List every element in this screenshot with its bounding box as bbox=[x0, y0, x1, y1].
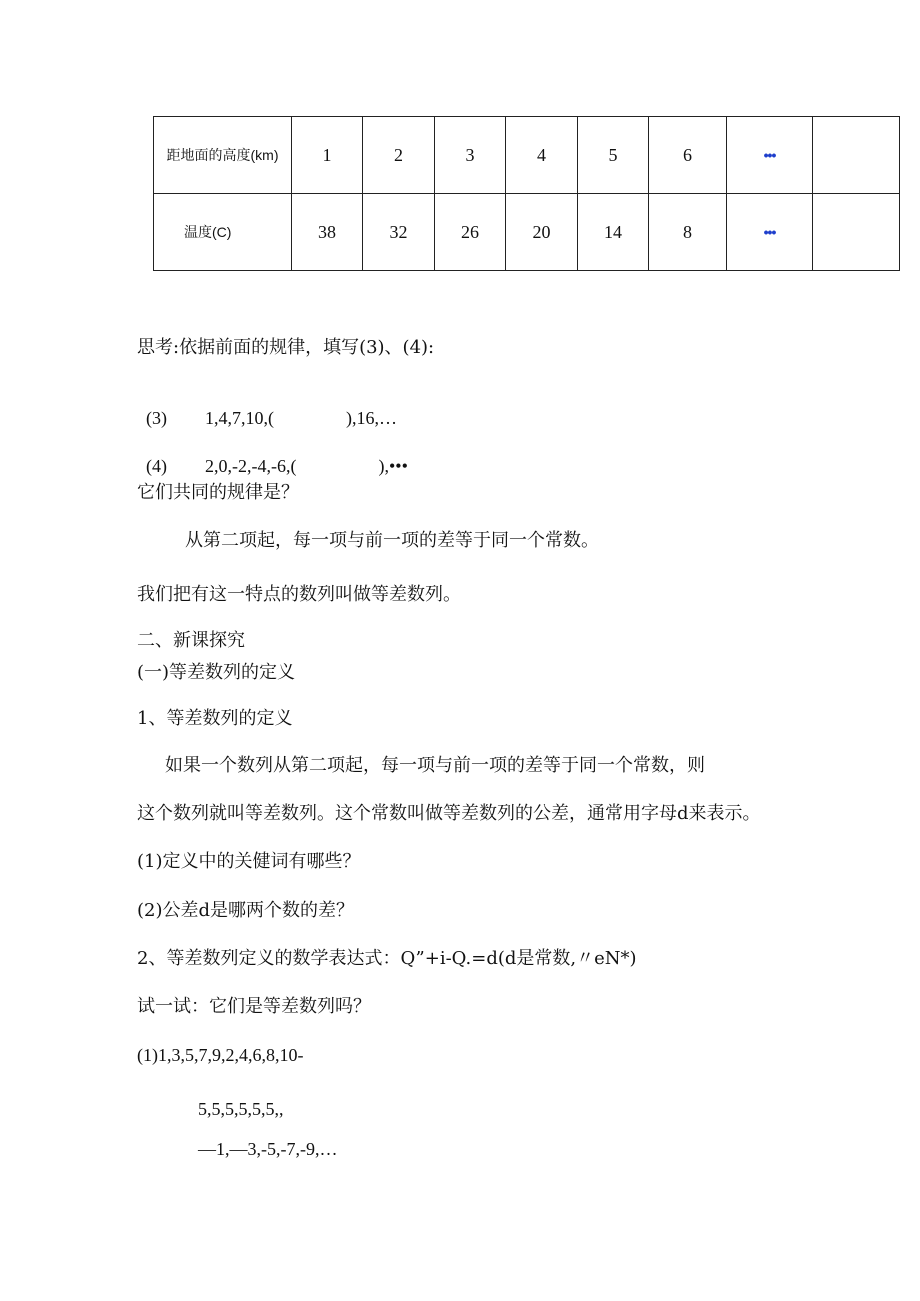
table-cell: 14 bbox=[578, 194, 649, 271]
table-cell: 8 bbox=[649, 194, 727, 271]
table-cell: 3 bbox=[435, 117, 506, 194]
name-definition: 我们把有这一特点的数列叫做等差数列。 bbox=[137, 584, 461, 605]
question-4-end: ),••• bbox=[378, 456, 408, 476]
think-prompt: 思考:依据前面的规律，填写(3)、(4): bbox=[137, 337, 435, 358]
table-cell: 32 bbox=[363, 194, 435, 271]
definition-title: 1、等差数列的定义 bbox=[137, 708, 293, 729]
question-keywords: (1)定义中的关健词有哪些？ bbox=[137, 851, 361, 872]
question-4-label: (4) bbox=[146, 456, 167, 476]
row-header-temperature: 温度(C) bbox=[154, 194, 292, 271]
question-4 bbox=[137, 433, 408, 477]
ellipsis-cell: ••• bbox=[727, 117, 813, 194]
table-row-temperature bbox=[154, 194, 900, 271]
question-3-end: ),16,… bbox=[346, 408, 397, 428]
definition-line-2: 这个数列就叫等差数列。这个常数叫做等差数列的公差，通常用字母d来表示。 bbox=[137, 803, 761, 824]
table-cell: 5 bbox=[578, 117, 649, 194]
table-cell: 6 bbox=[649, 117, 727, 194]
sequence-1: (1)1,3,5,7,9,2,4,6,8,10- bbox=[137, 1045, 304, 1065]
table-cell-empty bbox=[813, 194, 900, 271]
common-rule-answer: 从第二项起，每一项与前一项的差等于同一个常数。 bbox=[185, 530, 599, 551]
ellipsis-cell: ••• bbox=[727, 194, 813, 271]
common-rule-question: 它们共同的规律是？ bbox=[137, 482, 299, 503]
subsection-heading: (一)等差数列的定义 bbox=[137, 662, 296, 683]
table-row-height bbox=[154, 117, 900, 194]
section-heading: 二、新课探究 bbox=[137, 630, 245, 651]
height-temperature-table bbox=[153, 116, 900, 271]
question-3-start: 1,4,7,10,( bbox=[205, 408, 274, 428]
sequence-3: —1,—3,-5,-7,-9,… bbox=[198, 1139, 338, 1159]
row-header-height: 距地面的高度(km) bbox=[154, 117, 292, 194]
table-cell: 1 bbox=[292, 117, 363, 194]
question-3-label: (3) bbox=[146, 408, 167, 428]
question-common-difference: (2)公差d是哪两个数的差？ bbox=[137, 900, 355, 921]
math-expression: 2、等差数列定义的数学表达式：Q”+i-Q.=d(d是常数,〃eN*) bbox=[137, 948, 637, 969]
table-cell: 4 bbox=[506, 117, 578, 194]
question-4-start: 2,0,-2,-4,-6,( bbox=[205, 456, 297, 476]
question-3 bbox=[137, 385, 397, 429]
table-cell: 38 bbox=[292, 194, 363, 271]
table-cell: 2 bbox=[363, 117, 435, 194]
try-prompt: 试一试：它们是等差数列吗？ bbox=[137, 996, 371, 1017]
table-cell: 20 bbox=[506, 194, 578, 271]
definition-line-1: 如果一个数列从第二项起，每一项与前一项的差等于同一个常数，则 bbox=[165, 755, 705, 776]
table-cell: 26 bbox=[435, 194, 506, 271]
sequence-2: 5,5,5,5,5,5,, bbox=[198, 1099, 284, 1119]
table-cell-empty bbox=[813, 117, 900, 194]
